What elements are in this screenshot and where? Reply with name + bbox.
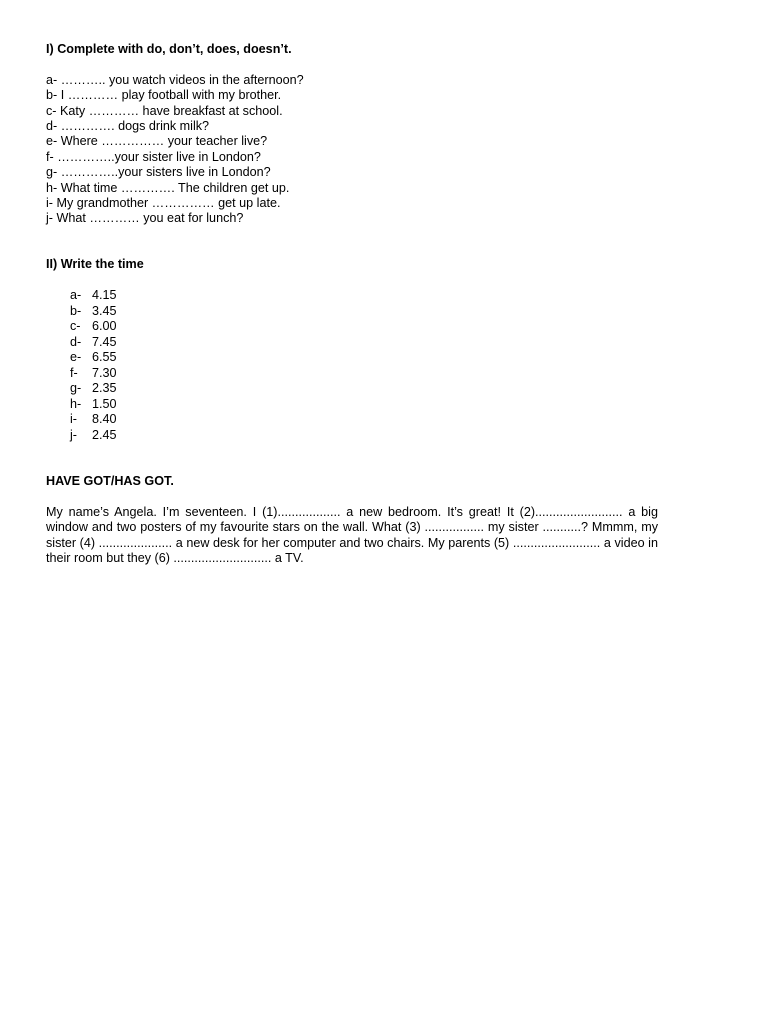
section2-heading: II) Write the time bbox=[46, 257, 144, 272]
exercise-item-g: g- …………..your sisters live in London? bbox=[46, 165, 271, 180]
exercise-item-i: i- My grandmother …………… get up late. bbox=[46, 195, 281, 210]
time-item bbox=[70, 335, 658, 351]
time-item-letter: c- bbox=[70, 319, 81, 334]
exercise-item-c: c- Katy ………… have breakfast at school. bbox=[46, 103, 283, 118]
time-item-value: 2.35 bbox=[92, 381, 117, 396]
worksheet-page bbox=[46, 42, 658, 566]
time-item bbox=[70, 381, 658, 397]
exercise-item-a: a- ……….. you watch videos in the afternoon? bbox=[46, 72, 304, 87]
time-item bbox=[70, 288, 658, 304]
spacer bbox=[46, 443, 658, 474]
time-item bbox=[70, 428, 658, 444]
time-item-value: 7.45 bbox=[92, 334, 117, 349]
exercise-item-h: h- What time …………. The children get up. bbox=[46, 180, 290, 195]
time-item-value: 7.30 bbox=[92, 365, 117, 380]
spacer bbox=[46, 57, 658, 72]
have-got-paragraph: My name’s Angela. I’m seventeen. I (1).................. a new bedroom. It’s great! It (2)......................... a big window and two posters of my favourite stars on the wall. What (3) ................. my sister ...........? Mmmm, my sister (4) ..................... a new desk for her computer and two chairs. My parents (5) ......................... a video in their room but they (6) ............................ a TV. bbox=[46, 504, 658, 566]
time-item-letter: j- bbox=[70, 427, 77, 442]
section1-list bbox=[46, 73, 658, 227]
time-item bbox=[70, 319, 658, 335]
spacer bbox=[46, 489, 658, 504]
time-item bbox=[70, 397, 658, 413]
time-item-letter: i- bbox=[70, 412, 77, 427]
section1-heading: I) Complete with do, don’t, does, doesn’t. bbox=[46, 42, 292, 56]
time-list bbox=[46, 288, 658, 443]
exercise-item-j: j- What ………… you eat for lunch? bbox=[46, 211, 244, 226]
time-item-value: 2.45 bbox=[92, 427, 117, 442]
time-item bbox=[70, 350, 658, 366]
time-item-value: 3.45 bbox=[92, 303, 117, 318]
time-item-letter: d- bbox=[70, 334, 82, 349]
exercise-item-e: e- Where …………… your teacher live? bbox=[46, 134, 268, 149]
time-item bbox=[70, 304, 658, 320]
time-item-letter: f- bbox=[70, 365, 78, 380]
time-item-value: 6.55 bbox=[92, 350, 117, 365]
time-item-value: 6.00 bbox=[92, 319, 117, 334]
time-item bbox=[70, 412, 658, 428]
time-item-value: 8.40 bbox=[92, 412, 117, 427]
exercise-item-b: b- I ………… play football with my brother. bbox=[46, 88, 282, 103]
spacer bbox=[46, 273, 658, 288]
time-item-letter: a- bbox=[70, 288, 82, 303]
spacer bbox=[46, 227, 658, 258]
time-item-letter: h- bbox=[70, 396, 82, 411]
section3-heading: HAVE GOT/HAS GOT. bbox=[46, 474, 174, 489]
exercise-item-d: d- …………. dogs drink milk? bbox=[46, 118, 210, 133]
exercise-item-f: f- …………..your sister live in London? bbox=[46, 149, 261, 164]
time-item-letter: g- bbox=[70, 381, 82, 396]
time-item-letter: e- bbox=[70, 350, 82, 365]
time-item-letter: b- bbox=[70, 303, 82, 318]
time-item-value: 1.50 bbox=[92, 396, 117, 411]
time-item-value: 4.15 bbox=[92, 288, 117, 303]
time-item bbox=[70, 366, 658, 382]
